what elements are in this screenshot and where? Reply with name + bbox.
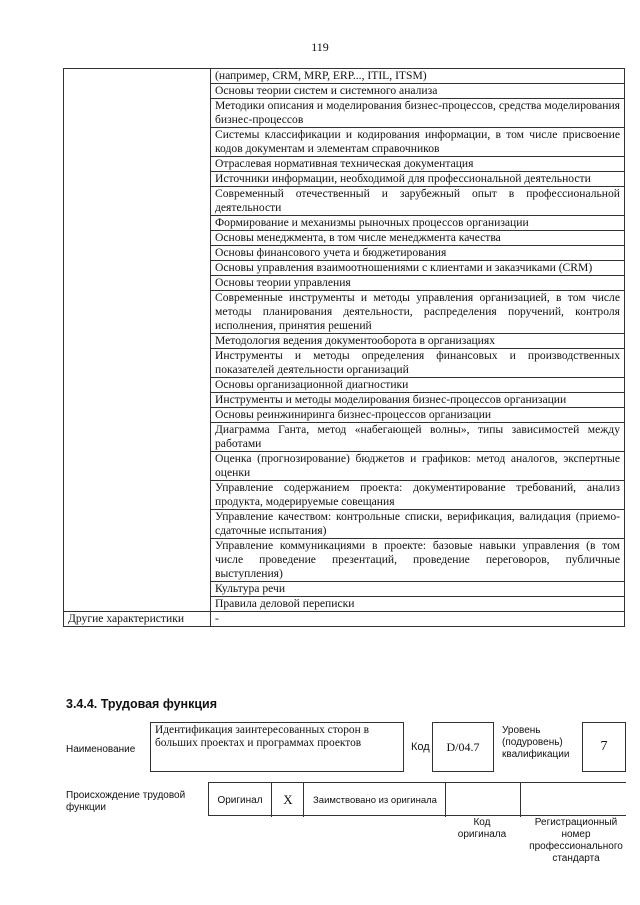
knowledge-item: Управление коммуникациями в проекте: базовые навыки управления (в том числе проведение презентаций, проведение переговоров, публичные выступления) (211, 539, 625, 582)
knowledge-item: Методология ведения документооборота в организациях (211, 334, 625, 349)
knowledge-item: Методики описания и моделирования бизнес-процессов, средства моделирования бизнес-процессов (211, 99, 625, 128)
knowledge-item: Основы финансового учета и бюджетирования (211, 246, 625, 261)
knowledge-item: Системы классификации и кодирования информации, в том числе присвоение кодов документам и элементам справочников (211, 128, 625, 157)
code-label: Код (411, 741, 430, 753)
other-characteristics-label: Другие характеристики (64, 612, 211, 627)
knowledge-item: Источники информации, необходимой для профессиональной деятельности (211, 172, 625, 187)
knowledge-left-cell (64, 69, 211, 612)
origin-row (208, 782, 626, 816)
knowledge-item: Оценка (прогнозирование) бюджетов и графиков: метод аналогов, экспертные оценки (211, 452, 625, 481)
borrowed-cell: Заимствовано из оригинала (303, 783, 446, 817)
knowledge-item: Основы менеджмента, в том числе менеджмента качества (211, 231, 625, 246)
function-name-box: Идентификация заинтересованных сторон в больших проектах и программах проектов (150, 722, 404, 772)
section-title: 3.4.4. Трудовая функция (66, 697, 218, 711)
name-label: Наименование (66, 744, 136, 755)
knowledge-item: Управление качеством: контрольные списки, верификация, валидация (приемо-сдаточные испытания) (211, 510, 625, 539)
knowledge-item: Культура речи (211, 582, 625, 597)
knowledge-item: Современные инструменты и методы управления организацией, в том числе методы планирования деятельности, распределения поручений, контроля исполнения, принятия решений (211, 291, 625, 334)
level-label: Уровень (подуровень) квалификации (502, 725, 570, 760)
knowledge-item: Инструменты и методы определения финансовых и производственных показателей деятельности организаций (211, 349, 625, 378)
knowledge-item: Диаграмма Ганта, метод «набегающей волны», типы зависимостей между работами (211, 423, 625, 452)
knowledge-item: Основы теории систем и системного анализа (211, 84, 625, 99)
knowledge-item: Отраслевая нормативная техническая документация (211, 157, 625, 172)
reg-number-label: Регистрационный номер профессионального стандарта (529, 817, 623, 864)
other-characteristics-value: - (211, 612, 625, 627)
original-cell: Оригинал (217, 794, 263, 806)
other-characteristics-row (64, 612, 625, 627)
knowledge-table (63, 68, 625, 627)
knowledge-item: Основы организационной диагностики (211, 378, 625, 393)
knowledge-item: Основы управления взаимоотношениями с клиентами и заказчиками (CRM) (211, 261, 625, 276)
knowledge-item: Правила деловой переписки (211, 597, 625, 612)
original-code-label: Код оригинала (457, 817, 507, 840)
original-code-cell (445, 783, 521, 817)
knowledge-item: Основы реинжиниринга бизнес-процессов организации (211, 408, 625, 423)
knowledge-item: Формирование и механизмы рыночных процессов организации (211, 216, 625, 231)
knowledge-item: Инструменты и методы моделирования бизнес-процессов организации (211, 393, 625, 408)
knowledge-row (64, 69, 625, 84)
original-mark: X (271, 783, 304, 817)
code-box: D/04.7 (432, 722, 494, 772)
level-box: 7 (582, 722, 626, 772)
knowledge-item: Основы теории управления (211, 276, 625, 291)
origin-label: Происхождение трудовой функции (66, 790, 186, 813)
knowledge-item: Современный отечественный и зарубежный опыт в профессиональной деятельности (211, 187, 625, 216)
knowledge-item: (например, CRM, MRP, ERP..., ITIL, ITSM) (211, 69, 625, 84)
knowledge-item: Управление содержанием проекта: документирование требований, анализ продукта, модерируемые совещания (211, 481, 625, 510)
page-number: 119 (311, 40, 329, 54)
